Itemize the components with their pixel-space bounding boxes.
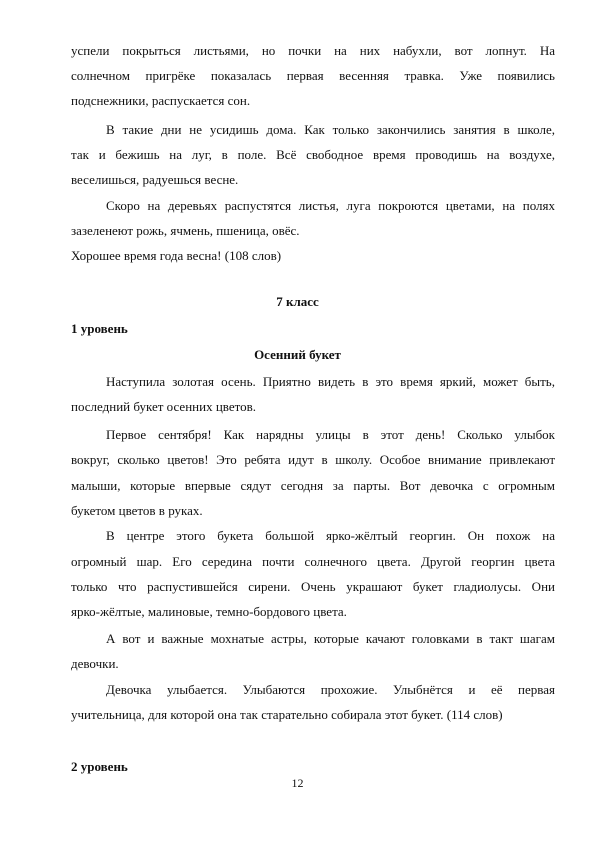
text-line: вокруг, сколько цветов! Это ребята идут в школу. Особое внимание привлекают (71, 452, 555, 467)
text-line: зазеленеют рожь, ячмень, пшеница, овёс. (71, 223, 300, 238)
text-line: веселишься, радуешься весне. (71, 172, 239, 187)
text-line: малыши, которые впервые сядут сегодня за парты. Вот девочка с огромным (71, 478, 555, 493)
text-line: Первое сентября! Как нарядны улицы в этот день! Сколько улыбок (106, 427, 555, 442)
text-line: Хорошее время года весна! (108 слов) (71, 248, 282, 263)
text-line: подснежники, распускается сон. (71, 93, 251, 108)
text-line: последний букет осенних цветов. (71, 399, 257, 414)
text-line: только что распустившейся сирени. Очень украшают букет гладиолусы. Они (71, 579, 555, 594)
text-line: Наступила золотая осень. Приятно видеть в это время яркий, может быть, (106, 374, 555, 389)
level-heading: 2 уровень (71, 759, 128, 774)
page-number: 12 (291, 776, 304, 790)
text-line: ярко-жёлтые, малиновые, темно-бордового цвета. (71, 604, 347, 619)
level-heading: 1 уровень (71, 321, 128, 336)
text-line: успели покрыться листьями, но почки на них набухли, вот лопнут. На (71, 43, 555, 58)
text-title: Осенний букет (254, 347, 341, 362)
text-line: Скоро на деревьях распустятся листья, луга покроются цветами, на полях (106, 198, 555, 213)
text-line: букетом цветов в руках. (71, 503, 203, 518)
text-line: так и бежишь на луг, в поле. Всё свободное время проводишь на воздухе, (71, 147, 555, 162)
section-heading-grade: 7 класс (276, 294, 319, 309)
text-line: А вот и важные мохнатые астры, которые качают головками в такт шагам (106, 631, 555, 646)
text-line: В центре этого букета большой ярко-жёлтый георгин. Он похож на (106, 528, 555, 543)
text-line: солнечном пригрёке показалась первая весенняя травка. Уже появились (71, 68, 555, 83)
text-line: Девочка улыбается. Улыбаются прохожие. Улыбнётся и её первая (106, 682, 555, 697)
text-line: огромный шар. Его середина почти солнечного цвета. Другой георгин цвета (71, 554, 555, 569)
text-line: В такие дни не усидишь дома. Как только закончились занятия в школе, (106, 122, 555, 137)
text-line: учительница, для которой она так старательно собирала этот букет. (114 слов) (71, 707, 503, 722)
text-line: девочки. (71, 656, 119, 671)
